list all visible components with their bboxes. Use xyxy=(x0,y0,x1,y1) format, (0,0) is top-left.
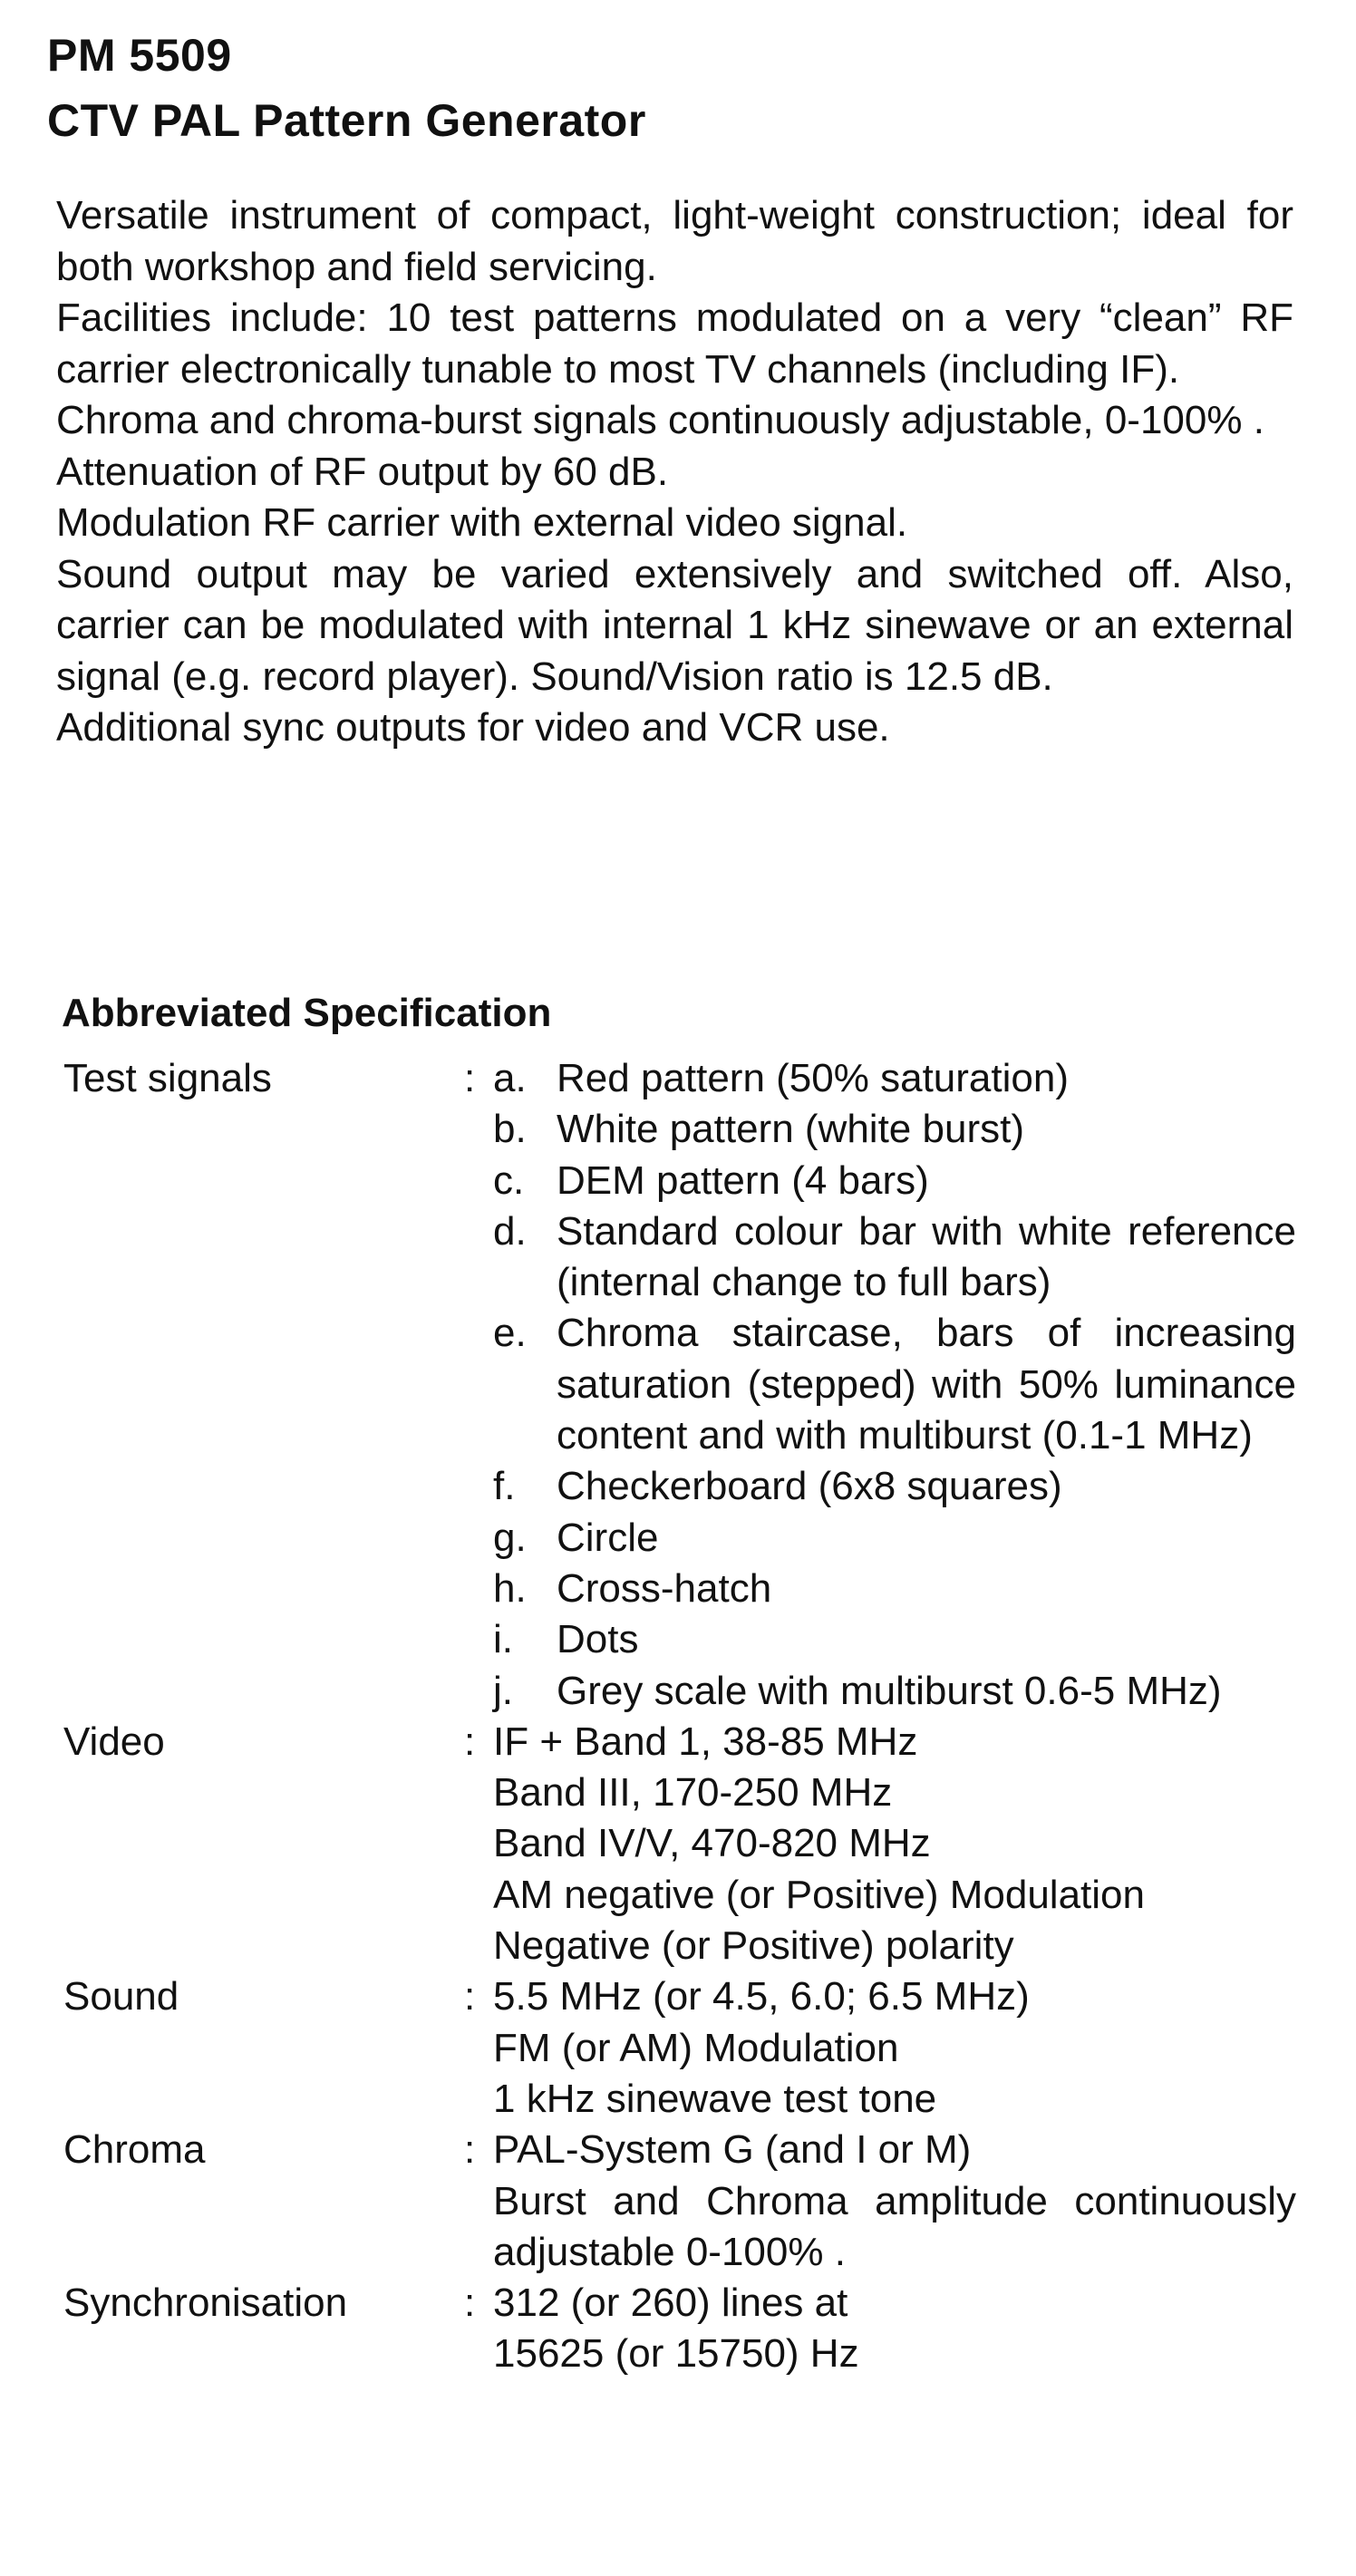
item-letter: j. xyxy=(493,1668,513,1713)
item-text: Grey scale with multiburst 0.6-5 MHz) xyxy=(557,1668,1222,1713)
test-signal-item xyxy=(493,1461,1296,1512)
intro-paragraph: Sound output may be varied extensively and switched off. Also, carrier can be modulated with internal 1 kHz sinewave or an external signal (e.g. record player). Sound/Vision ratio is 12.5 dB. xyxy=(56,551,1293,699)
spec-colon: : xyxy=(464,1056,476,1100)
item-letter: d. xyxy=(493,1208,527,1254)
item-letter: c. xyxy=(493,1157,525,1203)
test-signal-item xyxy=(493,1666,1296,1717)
spec-row-sound xyxy=(63,1971,1296,2125)
item-text: Red pattern (50% saturation) xyxy=(557,1056,1069,1100)
test-signal-item xyxy=(493,1104,1296,1155)
item-text: DEM pattern (4 bars) xyxy=(557,1157,929,1203)
item-text: Checkerboard (6x8 squares) xyxy=(557,1464,1062,1509)
intro-paragraph: Additional sync outputs for video and VCR use. xyxy=(56,705,890,750)
model-number: PM 5509 xyxy=(47,30,232,81)
spec-value-line: Negative (or Positive) polarity xyxy=(493,1923,1014,1969)
item-text: Cross-hatch xyxy=(557,1565,772,1611)
intro-paragraph: Versatile instrument of compact, light-weight construction; ideal for both workshop and field servicing. xyxy=(56,193,1293,289)
spec-colon: : xyxy=(464,1719,476,1764)
spec-value-line: Burst and Chroma amplitude continuously adjustable 0-100% . xyxy=(493,2178,1296,2274)
spec-value-line: PAL-System G (and I or M) xyxy=(493,2127,972,2173)
intro-paragraph: Chroma and chroma-burst signals continuously adjustable, 0-100% . xyxy=(56,398,1264,442)
item-text: Circle xyxy=(557,1515,659,1560)
spec-value-line: 312 (or 260) lines at xyxy=(493,2281,848,2326)
test-signal-item xyxy=(493,1206,1296,1309)
spec-values xyxy=(493,1053,1296,1717)
intro-paragraph: Facilities include: 10 test patterns modulated on a very “clean” RF carrier electronically tunable to most TV channels (including IF). xyxy=(56,295,1293,392)
test-signal-item xyxy=(493,1308,1296,1461)
spec-value-line: Band III, 170-250 MHz xyxy=(493,1770,893,1816)
product-title: CTV PAL Pattern Generator xyxy=(47,95,646,146)
item-text: White pattern (white burst) xyxy=(557,1107,1024,1152)
spec-label: Test signals xyxy=(63,1056,272,1100)
item-letter: b. xyxy=(493,1107,527,1152)
intro-section xyxy=(56,190,1293,754)
item-letter: a. xyxy=(493,1056,527,1100)
item-text: Standard colour bar with white reference (internal change to full bars) xyxy=(557,1208,1296,1305)
spec-colon: : xyxy=(464,1974,476,2019)
spec-row-test-signals xyxy=(63,1053,1296,1717)
spec-heading: Abbreviated Specification xyxy=(62,991,552,1035)
test-signal-item xyxy=(493,1564,1296,1614)
intro-paragraph: Modulation RF carrier with external video signal. xyxy=(56,500,908,545)
spec-label: Video xyxy=(63,1719,165,1764)
spec-value-line: IF + Band 1, 38-85 MHz xyxy=(493,1719,918,1764)
intro-paragraph: Attenuation of RF output by 60 dB. xyxy=(56,449,669,494)
spec-label: Synchronisation xyxy=(63,2281,348,2326)
test-signal-item xyxy=(493,1053,1296,1104)
spec-values xyxy=(493,2278,1296,2380)
spec-values xyxy=(493,1971,1296,2125)
test-signal-item xyxy=(493,1614,1296,1665)
item-text: Chroma staircase, bars of increasing saturation (stepped) with 50% luminance content and with multiburst (0.1-1 MHz) xyxy=(557,1311,1296,1458)
spec-values xyxy=(493,2125,1296,2278)
item-letter: g. xyxy=(493,1515,527,1560)
spec-table xyxy=(63,1053,1296,2380)
item-letter: e. xyxy=(493,1311,527,1356)
spec-value-line: 5.5 MHz (or 4.5, 6.0; 6.5 MHz) xyxy=(493,1974,1030,2019)
item-letter: h. xyxy=(493,1565,527,1611)
test-signal-item xyxy=(493,1156,1296,1206)
spec-value-line: FM (or AM) Modulation xyxy=(493,2025,899,2070)
spec-label: Chroma xyxy=(63,2127,206,2173)
spec-colon: : xyxy=(464,2281,476,2326)
spec-value-line: 1 kHz sinewave test tone xyxy=(493,2076,937,2121)
spec-value-line: Band IV/V, 470-820 MHz xyxy=(493,1821,931,1866)
spec-label: Sound xyxy=(63,1974,179,2019)
spec-value-line: 15625 (or 15750) Hz xyxy=(493,2331,859,2377)
spec-row-chroma xyxy=(63,2125,1296,2278)
spec-colon: : xyxy=(464,2127,476,2173)
test-signal-item xyxy=(493,1513,1296,1564)
spec-row-video xyxy=(63,1717,1296,1971)
item-letter: i. xyxy=(493,1617,513,1662)
spec-value-line: AM negative (or Positive) Modulation xyxy=(493,1872,1145,1917)
item-text: Dots xyxy=(557,1617,639,1662)
item-letter: f. xyxy=(493,1464,516,1509)
spec-row-synchronisation xyxy=(63,2278,1296,2380)
spec-values xyxy=(493,1717,1296,1971)
